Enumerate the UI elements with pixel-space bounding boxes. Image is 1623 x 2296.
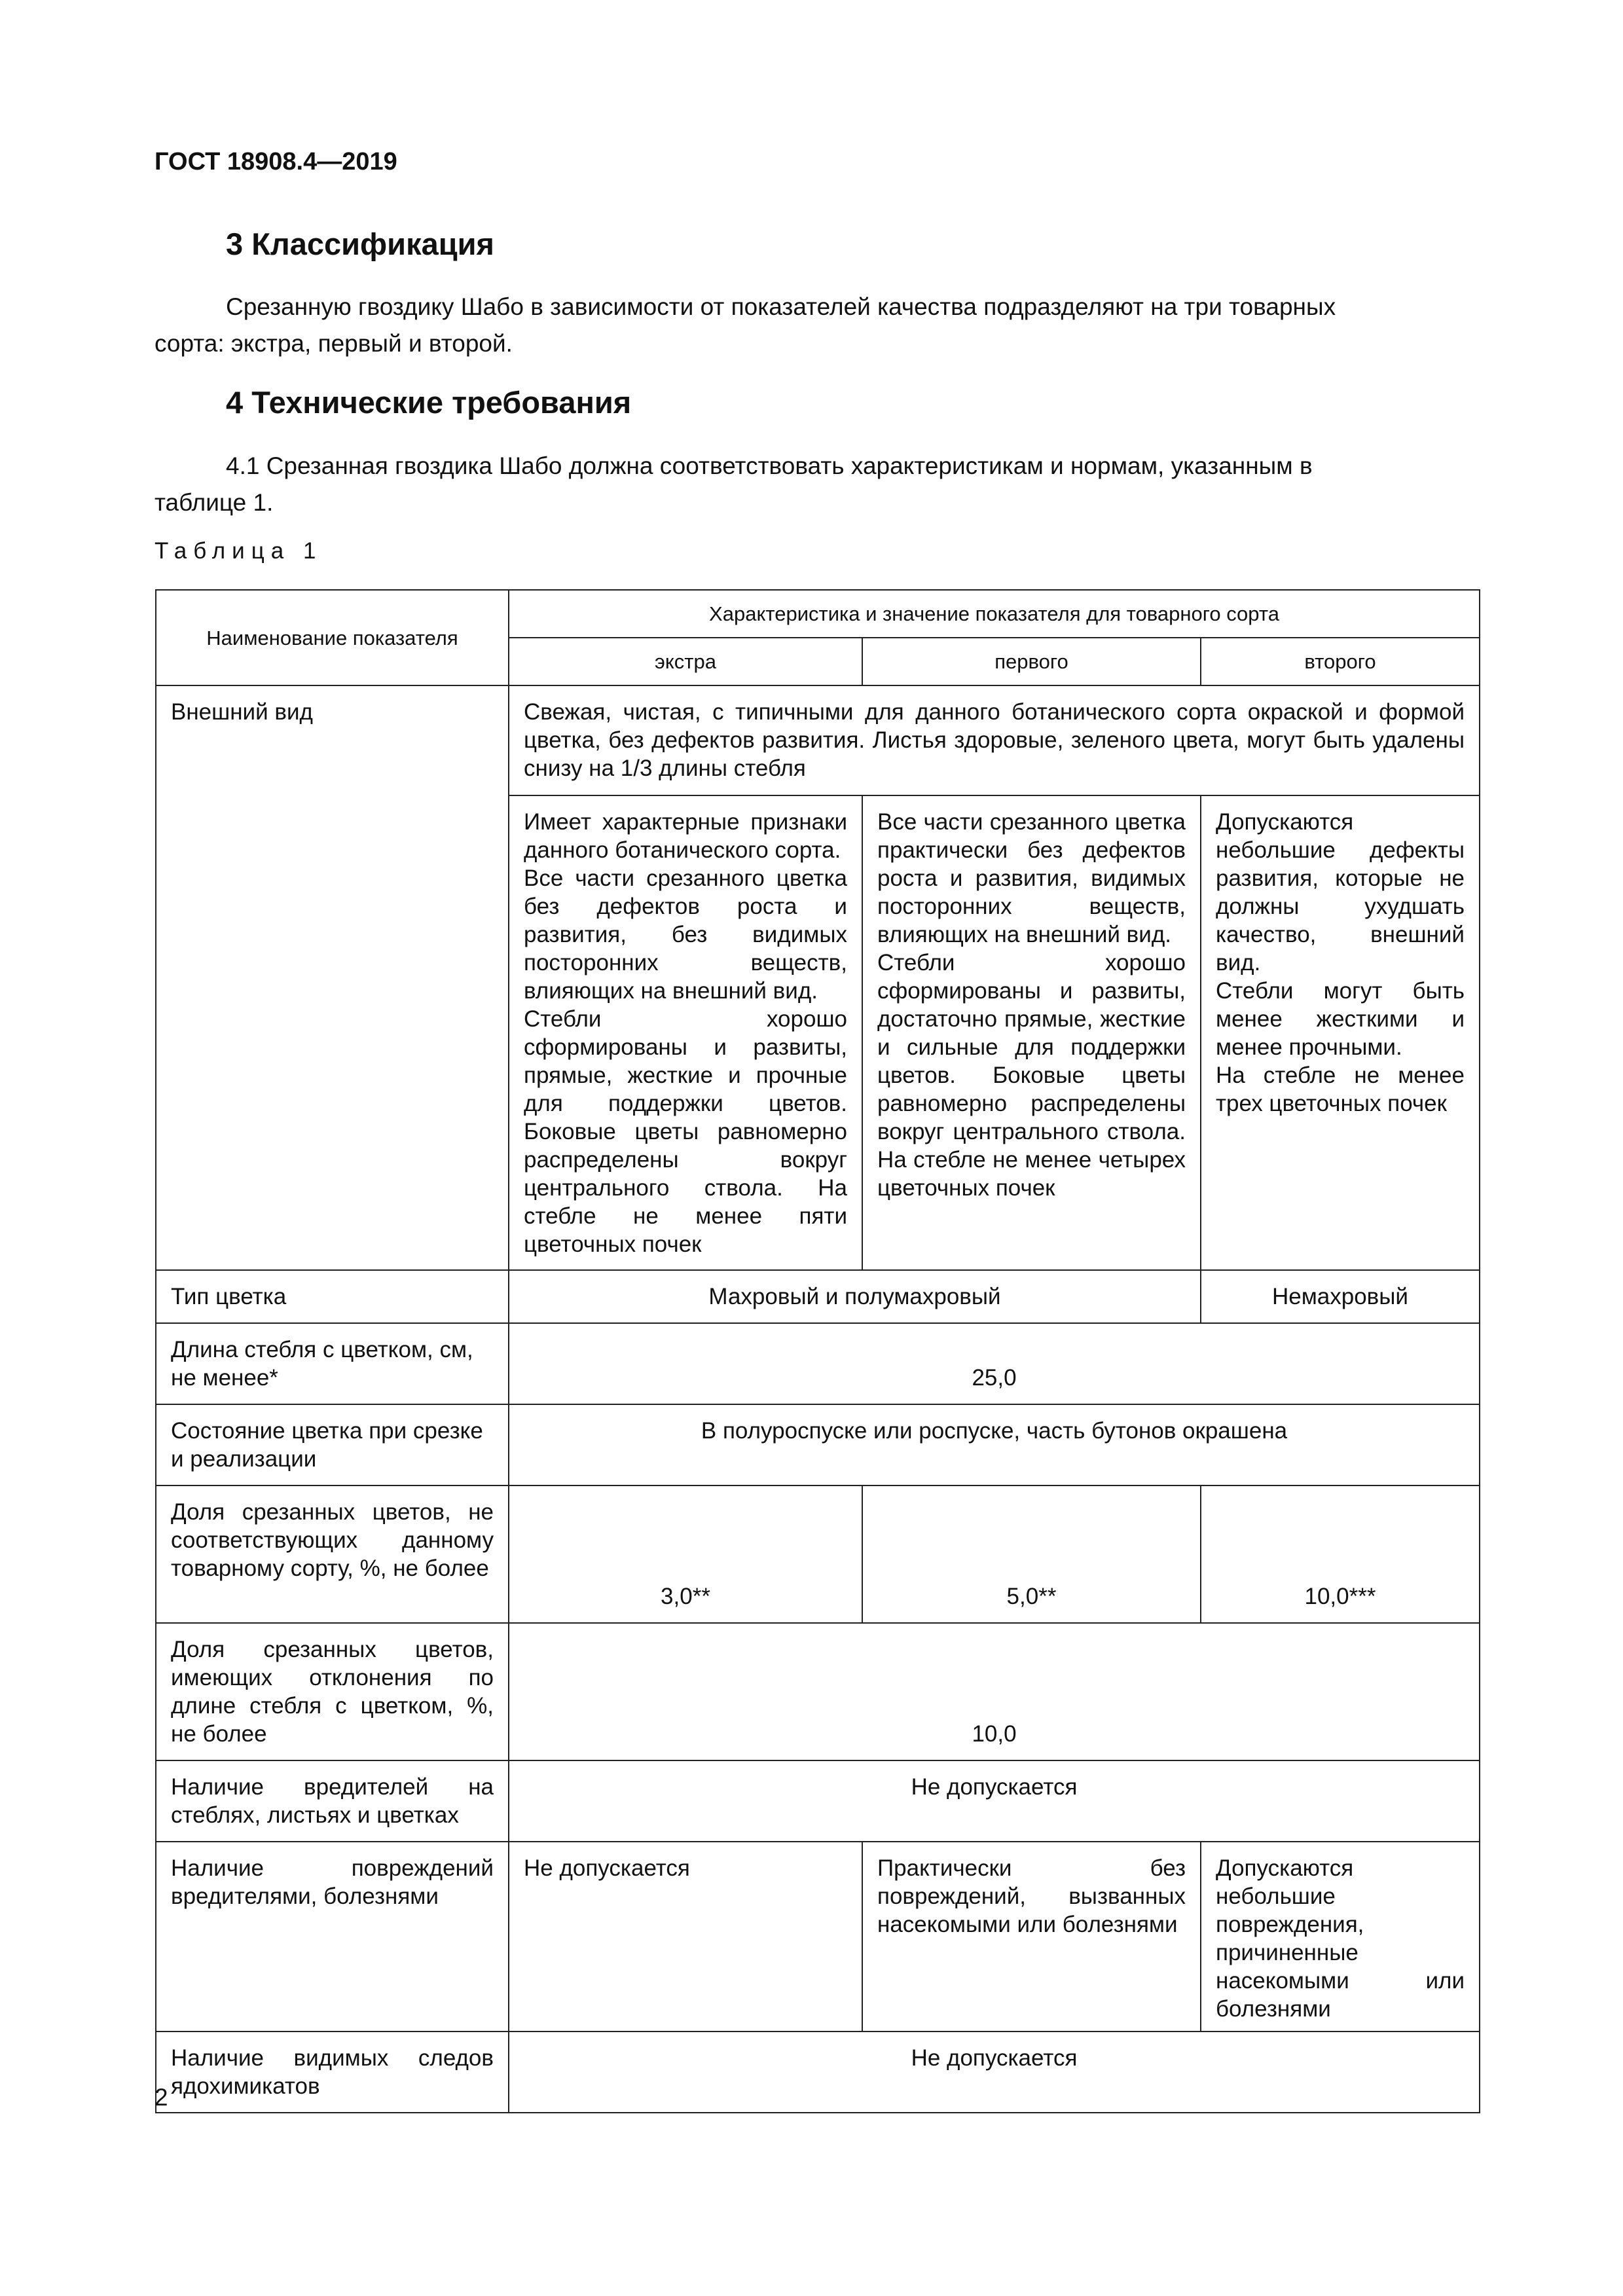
- damage-extra: Не допускается: [509, 1842, 862, 2032]
- row-name-appearance: Внешний вид: [156, 685, 509, 1270]
- pests-value: Не допускается: [509, 1760, 1480, 1842]
- table-caption: Таблица 1: [155, 538, 323, 564]
- length-deviation-value: 10,0: [509, 1623, 1480, 1760]
- table-row-chemicals: [156, 2032, 1480, 2113]
- section-3-paragraph: [155, 289, 1477, 362]
- header-grade-second: второго: [1201, 638, 1480, 685]
- section-4-paragraph: [155, 448, 1477, 521]
- row-name-pests: Наличие вредителей на стеблях, листьях и цветках: [156, 1760, 509, 1842]
- row-name-chemicals: Наличие видимых следов ядохимикатов: [156, 2032, 509, 2113]
- nonconforming-extra: 3,0**: [509, 1485, 862, 1623]
- appearance-common: Свежая, чистая, с типичными для данного ботанического сорта окраской и формой цветка, без дефектов развития. Листья здоровые, зеленого цвета, могут быть удалены снизу на 1/3 длины стебля: [509, 685, 1480, 795]
- row-name-stem-length: Длина стебля с цветком, см, не менее*: [156, 1323, 509, 1404]
- flower-state-value: В полуроспуске или роспуске, часть бутонов окрашена: [509, 1404, 1480, 1485]
- table-row-appearance: [156, 685, 1480, 795]
- appearance-extra: Имеет характерные признаки данного ботанического сорта. Все части срезанного цветка без дефектов роста и развития, без видимых посторонних веществ, влияющих на внешний вид. Стебли хорошо сформированы и развиты, прямые, жесткие и прочные для поддержки цветов. Боковые цветы равномерно распределены вокруг центрального ствола. На стебле не менее пяти цветочных почек: [509, 795, 862, 1270]
- row-name-damage: Наличие повреждений вредителями, болезнями: [156, 1842, 509, 2032]
- header-indicator-name: Наименование показателя: [156, 590, 509, 685]
- damage-second: Допускаются небольшие повреждения, причиненные насекомыми или болезнями: [1201, 1842, 1480, 2032]
- table-row-nonconforming: [156, 1485, 1480, 1623]
- header-grade-extra: экстра: [509, 638, 862, 685]
- row-name-flower-type: Тип цветка: [156, 1270, 509, 1323]
- table-row-stem-length: [156, 1323, 1480, 1404]
- quality-table: [155, 589, 1480, 2113]
- nonconforming-second: 10,0***: [1201, 1485, 1480, 1623]
- flower-type-second: Немахровый: [1201, 1270, 1480, 1323]
- table-row-flower-type: [156, 1270, 1480, 1323]
- section-4-paragraph-line2: таблице 1.: [155, 489, 274, 516]
- header-grade-first: первого: [862, 638, 1201, 685]
- section-3-title: 3 Классификация: [226, 227, 494, 261]
- appearance-second: Допускаются небольшие дефекты развития, которые не должны ухудшать качество, внешний вид. Стебли могут быть менее жесткими и менее прочными. На стебле не менее трех цветочных почек: [1201, 795, 1480, 1270]
- nonconforming-first: 5,0**: [862, 1485, 1201, 1623]
- page-number: 2: [155, 2084, 168, 2111]
- stem-length-value: 25,0: [509, 1323, 1480, 1404]
- header-grade-group: Характеристика и значение показателя для товарного сорта: [509, 590, 1480, 638]
- table-row-length-deviation: [156, 1623, 1480, 1760]
- table-row-damage: [156, 1842, 1480, 2032]
- section-3-paragraph-line2: сорта: экстра, первый и второй.: [155, 330, 513, 357]
- row-name-flower-state: Состояние цветка при срезке и реализации: [156, 1404, 509, 1485]
- row-name-nonconforming: Доля срезанных цветов, не соответствующих данному товарному сорту, %, не более: [156, 1485, 509, 1623]
- section-3-paragraph-line1: Срезанную гвоздику Шабо в зависимости от показателей качества подразделяют на три товарных: [226, 293, 1336, 320]
- row-name-length-deviation: Доля срезанных цветов, имеющих отклонения по длине стебля с цветком, %, не более: [156, 1623, 509, 1760]
- damage-first: Практически без повреждений, вызванных насекомыми или болезнями: [862, 1842, 1201, 2032]
- table-row-pests: [156, 1760, 1480, 1842]
- table-row-flower-state: [156, 1404, 1480, 1485]
- appearance-first: Все части срезанного цветка практически без дефектов роста и развития, видимых посторонних веществ, влияющих на внешний вид. Стебли хорошо сформированы и развиты, достаточно прямые, жесткие и сильные для поддержки цветов. Боковые цветы равномерно распределены вокруг центрального ствола. На стебле не менее четырех цветочных почек: [862, 795, 1201, 1270]
- chemicals-value: Не допускается: [509, 2032, 1480, 2113]
- section-4-paragraph-line1: 4.1 Срезанная гвоздика Шабо должна соответствовать характеристикам и нормам, указанным в: [226, 452, 1313, 479]
- flower-type-extra-first: Махровый и полумахровый: [509, 1270, 1201, 1323]
- document-header: ГОСТ 18908.4—2019: [155, 148, 397, 175]
- table-header-row: [156, 590, 1480, 638]
- section-4-title: 4 Технические требования: [226, 385, 632, 420]
